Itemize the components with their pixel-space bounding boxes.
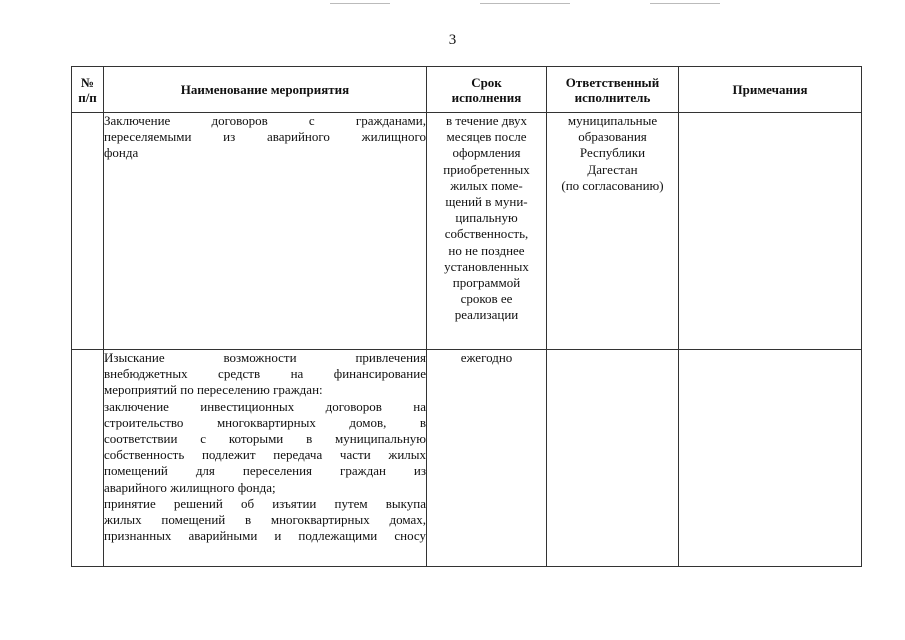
cell-responsible-line: Республики xyxy=(579,145,646,161)
cell-term-line: жилых поме- xyxy=(450,177,523,193)
cell-term xyxy=(427,350,547,567)
cell-name-line: заключение инвестиционных договоров на xyxy=(104,398,426,414)
cell-term-line: оформления xyxy=(452,145,521,161)
scan-artifact xyxy=(480,3,570,4)
cell-name-line: собственность подлежит передача части жилых xyxy=(104,447,426,463)
header-term-line1: Срок xyxy=(471,74,502,90)
cell-responsible-line: муниципальные xyxy=(567,113,658,128)
cell-term-line: приобретенных xyxy=(443,161,530,177)
cell-responsible-line: (по согласованию) xyxy=(561,177,664,193)
cell-name-line: фонда xyxy=(104,145,139,161)
header-responsible-line1: Ответственный xyxy=(565,74,660,90)
cell-name-line: мероприятий по переселению граждан: xyxy=(104,382,323,398)
cell-responsible-line: образования xyxy=(578,129,647,145)
table-row xyxy=(72,113,862,350)
cell-notes xyxy=(679,350,862,567)
cell-number xyxy=(72,350,104,567)
header-term-line2: исполнения xyxy=(451,89,522,105)
cell-term-line: собственность, xyxy=(444,226,529,242)
table-row xyxy=(72,350,862,567)
header-number xyxy=(72,67,104,113)
measures-table xyxy=(71,66,862,567)
cell-term-line: но не позднее xyxy=(448,242,525,258)
cell-term-line: реализации xyxy=(454,307,519,323)
cell-name-line: аварийного жилищного фонда; xyxy=(104,479,276,495)
cell-name-line: признанных аварийными и подлежащими сносу xyxy=(104,528,426,544)
cell-responsible xyxy=(547,350,679,567)
cell-name-line: Заключение договоров с гражданами, xyxy=(104,113,426,128)
cell-term-line: установленных xyxy=(444,258,529,274)
cell-term-line: месяцев после xyxy=(446,129,527,145)
page-number: 3 xyxy=(448,32,457,48)
cell-term xyxy=(427,113,547,350)
cell-responsible xyxy=(547,113,679,350)
cell-name xyxy=(104,113,427,350)
cell-name-line: переселяемыми из аварийного жилищного xyxy=(104,129,426,145)
cell-term-line: ежегодно xyxy=(460,350,513,365)
cell-term-line: в течение двух xyxy=(445,113,528,128)
cell-term-line: сроков ее xyxy=(460,291,513,307)
cell-responsible-line: Дагестан xyxy=(587,161,638,177)
header-notes: Примечания xyxy=(679,67,862,113)
cell-notes xyxy=(679,113,862,350)
header-number-line2: п/п xyxy=(78,89,97,105)
header-term xyxy=(427,67,547,113)
cell-name-line: жилых помещений в многоквартирных домах, xyxy=(104,512,426,528)
cell-name-line: внебюджетных средств на финансирование xyxy=(104,366,426,382)
cell-term-line: ципальную xyxy=(455,210,518,226)
cell-name-line: принятие решений об изъятии путем выкупа xyxy=(104,495,426,511)
cell-term-line: программой xyxy=(452,275,521,291)
cell-name-line: помещений для переселения граждан из xyxy=(104,463,426,479)
header-number-line1: № xyxy=(80,74,95,90)
table-header-row xyxy=(72,67,862,113)
cell-name xyxy=(104,350,427,567)
cell-term-line: щений в муни- xyxy=(445,194,528,210)
cell-name-line: Изыскание возможности привлечения xyxy=(104,350,426,365)
header-responsible xyxy=(547,67,679,113)
cell-name-line: строительство многоквартирных домов, в xyxy=(104,414,426,430)
scan-artifact xyxy=(650,3,720,4)
scan-artifact xyxy=(330,3,390,4)
header-name: Наименование мероприятия xyxy=(104,67,427,113)
cell-name-line: соответствии с которыми в муниципальную xyxy=(104,431,426,447)
header-responsible-line2: исполнитель xyxy=(574,89,651,105)
cell-number xyxy=(72,113,104,350)
